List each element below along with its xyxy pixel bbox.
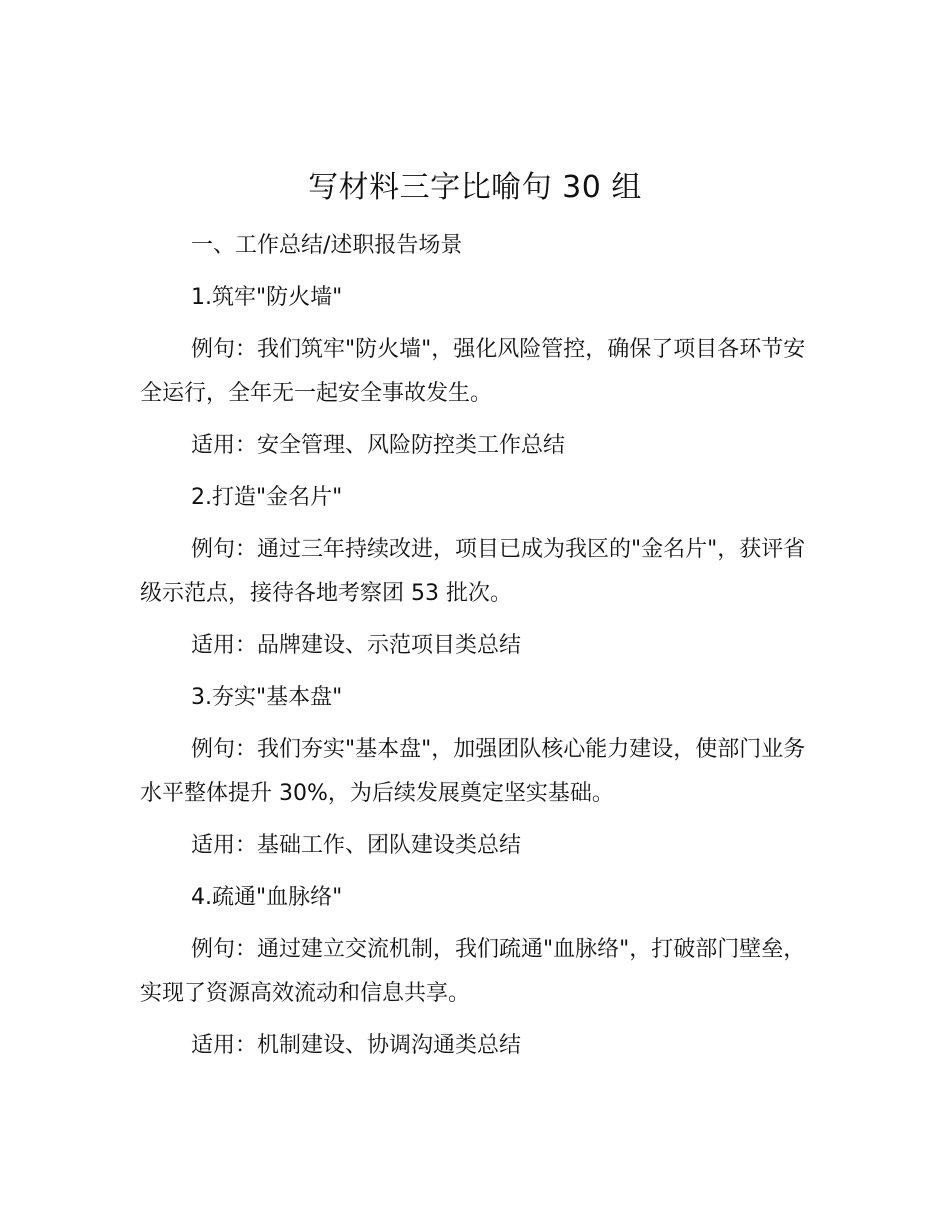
document-title: 写材料三字比喻句 30 组 — [308, 170, 642, 205]
document-body — [140, 224, 815, 1076]
example-sentence: 例句：我们筑牢"防火墙"，强化风险管控，确保了项目各环节安全运行，全年无一起安全事故发生。 — [140, 337, 806, 406]
usage-note: 适用：安全管理、风险防控类工作总结 — [191, 433, 566, 458]
usage-note: 适用：基础工作、团队建设类总结 — [191, 833, 522, 858]
section-heading: 一、工作总结/述职报告场景 — [191, 233, 463, 258]
usage-note: 适用：机制建设、协调沟通类总结 — [191, 1033, 522, 1058]
usage-note: 适用：品牌建设、示范项目类总结 — [191, 633, 522, 658]
example-sentence: 例句：通过三年持续改进，项目已成为我区的"金名片"，获评省级示范点，接待各地考察团 53 批次。 — [140, 537, 806, 606]
example-sentence: 例句：我们夯实"基本盘"，加强团队核心能力建设，使部门业务水平整体提升 30%，为后续发展奠定坚实基础。 — [140, 737, 806, 806]
item-heading: 4.疏通"血脉络" — [191, 885, 343, 910]
item-heading: 3.夯实"基本盘" — [191, 685, 343, 710]
item-heading: 1.筑牢"防火墙" — [191, 285, 343, 310]
item-heading: 2.打造"金名片" — [191, 485, 343, 510]
example-sentence: 例句：通过建立交流机制，我们疏通"血脉络"，打破部门壁垒，实现了资源高效流动和信息共享。 — [140, 937, 806, 1006]
